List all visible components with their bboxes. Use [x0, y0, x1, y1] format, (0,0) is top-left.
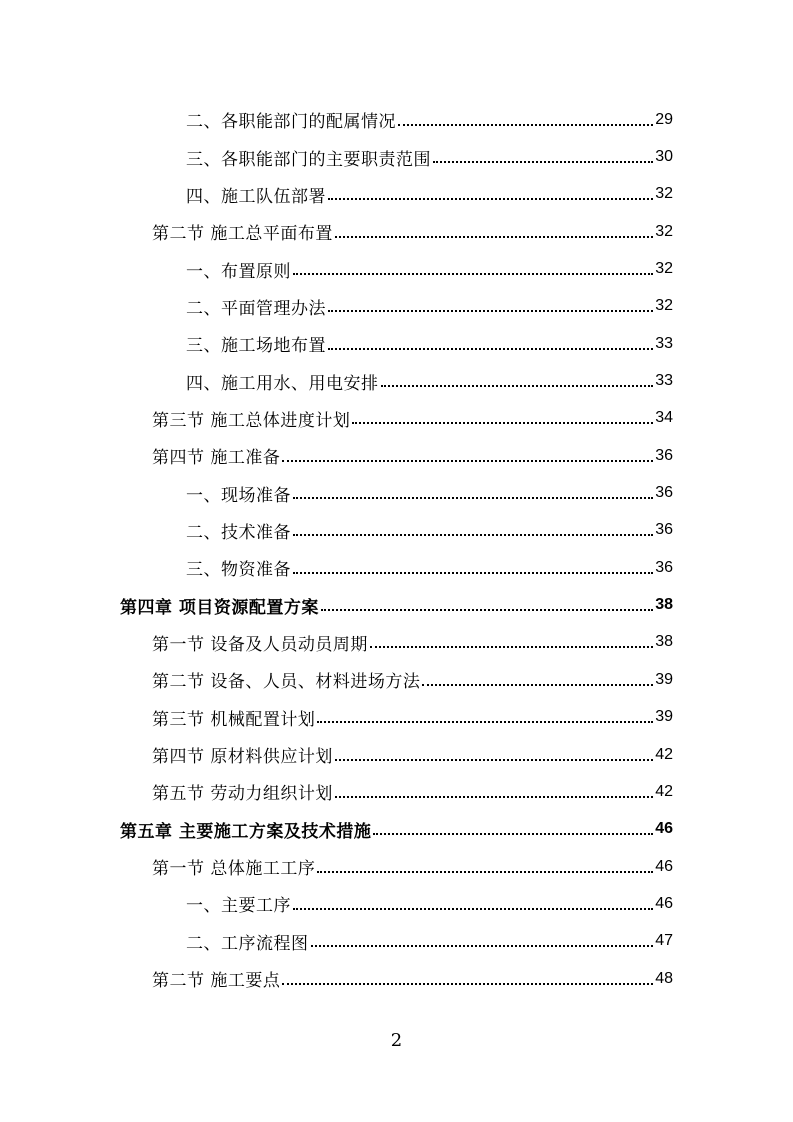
toc-entry[interactable] — [0, 512, 673, 549]
toc-entry-title: 第四章 项目资源配置方案 — [120, 597, 319, 618]
toc-entry-page: 29 — [655, 110, 673, 128]
toc-entry-page: 46 — [655, 820, 673, 838]
dot-leader — [328, 334, 653, 350]
dot-leader — [352, 408, 653, 424]
toc-entry-page: 38 — [655, 633, 673, 651]
toc-entry[interactable] — [0, 885, 673, 922]
toc-entry-title: 三、物资准备 — [186, 560, 291, 581]
toc-entry-title: 一、现场准备 — [186, 485, 291, 506]
toc-entry-title: 第二节 设备、人员、材料进场方法 — [152, 672, 421, 693]
dot-leader — [321, 595, 653, 611]
dot-leader — [317, 857, 653, 873]
table-of-contents — [0, 101, 793, 997]
dot-leader — [335, 782, 653, 798]
toc-entry[interactable] — [0, 176, 673, 213]
toc-entry-page: 38 — [655, 596, 673, 614]
toc-entry-title: 第一节 总体施工工序 — [152, 859, 316, 880]
toc-entry[interactable] — [0, 699, 673, 736]
toc-entry[interactable] — [0, 586, 673, 623]
toc-entry-title: 三、各职能部门的主要职责范围 — [186, 149, 431, 170]
toc-entry-title: 第三节 施工总体进度计划 — [152, 410, 351, 431]
dot-leader — [282, 969, 653, 985]
toc-entry[interactable] — [0, 923, 673, 960]
toc-entry[interactable] — [0, 325, 673, 362]
dot-leader — [328, 184, 653, 200]
dot-leader — [422, 670, 653, 686]
toc-entry-page: 33 — [655, 334, 673, 352]
toc-entry-page: 32 — [655, 297, 673, 315]
dot-leader — [293, 483, 653, 499]
toc-entry[interactable] — [0, 101, 673, 138]
toc-entry[interactable] — [0, 474, 673, 511]
toc-entry-page: 36 — [655, 484, 673, 502]
toc-entry-title: 第二节 施工总平面布置 — [152, 224, 333, 245]
toc-entry[interactable] — [0, 960, 673, 997]
toc-entry[interactable] — [0, 138, 673, 175]
dot-leader — [317, 707, 653, 723]
dot-leader — [311, 931, 654, 947]
dot-leader — [335, 222, 653, 238]
page-number: 2 — [390, 1030, 403, 1051]
toc-entry-title: 第二节 施工要点 — [152, 971, 281, 992]
toc-entry-title: 第一节 设备及人员动员周期 — [152, 634, 368, 655]
toc-entry-page: 33 — [655, 372, 673, 390]
toc-entry[interactable] — [0, 624, 673, 661]
dot-leader — [381, 371, 654, 387]
toc-entry[interactable] — [0, 736, 673, 773]
toc-entry[interactable] — [0, 362, 673, 399]
toc-entry-title: 四、施工队伍部署 — [186, 186, 326, 207]
toc-entry[interactable] — [0, 250, 673, 287]
toc-entry[interactable] — [0, 437, 673, 474]
dot-leader — [328, 296, 653, 312]
toc-entry-title: 一、主要工序 — [186, 896, 291, 917]
toc-entry-title: 二、技术准备 — [186, 522, 291, 543]
toc-entry-page: 36 — [655, 446, 673, 464]
toc-entry[interactable] — [0, 661, 673, 698]
dot-leader — [335, 745, 653, 761]
toc-entry-page: 32 — [655, 222, 673, 240]
toc-entry[interactable] — [0, 288, 673, 325]
dot-leader — [293, 894, 653, 910]
toc-entry-title: 第五章 主要施工方案及技术措施 — [120, 821, 372, 842]
toc-entry-title: 二、工序流程图 — [186, 933, 309, 954]
toc-entry-page: 34 — [655, 409, 673, 427]
dot-leader — [293, 520, 653, 536]
toc-entry[interactable] — [0, 811, 673, 848]
toc-entry[interactable] — [0, 213, 673, 250]
toc-entry[interactable] — [0, 549, 673, 586]
toc-entry-title: 第四节 原材料供应计划 — [152, 747, 333, 768]
toc-entry-page: 39 — [655, 708, 673, 726]
dot-leader — [282, 446, 653, 462]
toc-entry-page: 42 — [655, 745, 673, 763]
dot-leader — [373, 819, 653, 835]
dot-leader — [293, 259, 653, 275]
toc-entry[interactable] — [0, 848, 673, 885]
toc-entry-title: 第五节 劳动力组织计划 — [152, 784, 333, 805]
toc-entry-title: 二、各职能部门的配属情况 — [186, 112, 396, 133]
toc-entry-title: 二、平面管理办法 — [186, 298, 326, 319]
toc-entry-page: 46 — [655, 894, 673, 912]
toc-entry-page: 32 — [655, 260, 673, 278]
dot-leader — [433, 147, 653, 163]
toc-entry-title: 第三节 机械配置计划 — [152, 709, 316, 730]
toc-entry-title: 第四节 施工准备 — [152, 448, 281, 469]
dot-leader — [398, 110, 653, 126]
toc-entry-page: 36 — [655, 521, 673, 539]
toc-entry[interactable] — [0, 773, 673, 810]
toc-entry-page: 32 — [655, 185, 673, 203]
toc-entry-title: 一、布置原则 — [186, 261, 291, 282]
toc-entry-page: 30 — [655, 148, 673, 166]
toc-entry-title: 四、施工用水、用电安排 — [186, 373, 379, 394]
toc-entry-page: 46 — [655, 857, 673, 875]
toc-entry-page: 48 — [655, 969, 673, 987]
toc-entry-page: 36 — [655, 558, 673, 576]
toc-entry-page: 47 — [655, 932, 673, 950]
toc-entry-page: 42 — [655, 782, 673, 800]
toc-entry-page: 39 — [655, 670, 673, 688]
toc-entry[interactable] — [0, 400, 673, 437]
dot-leader — [293, 558, 653, 574]
toc-entry-title: 三、施工场地布置 — [186, 336, 326, 357]
dot-leader — [370, 632, 653, 648]
